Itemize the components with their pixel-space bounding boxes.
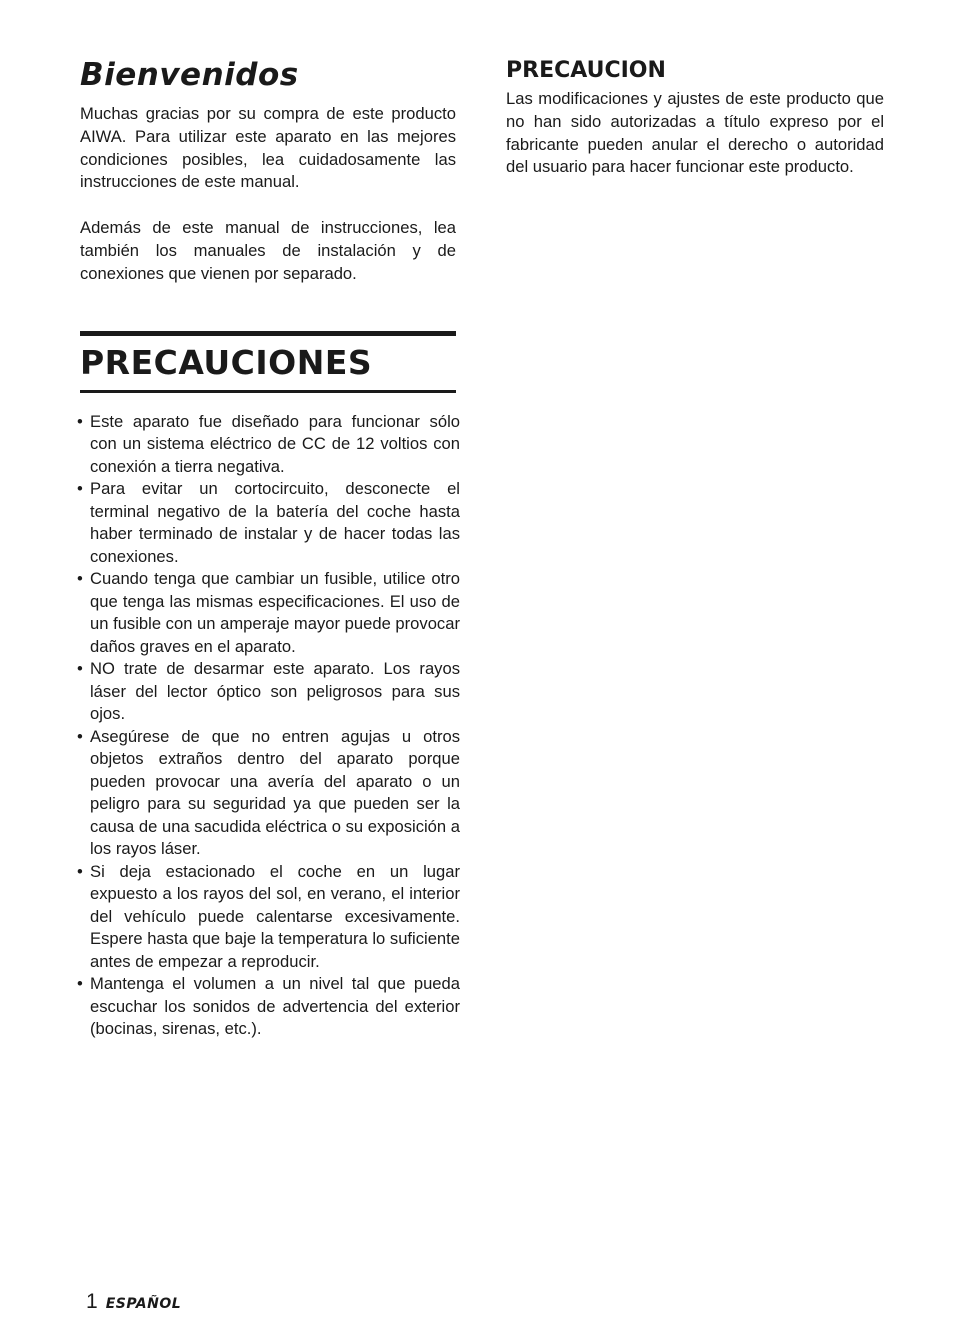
- list-item: [77, 658, 460, 726]
- welcome-paragraph-1: Muchas gracias por su compra de este producto AIWA. Para utilizar este aparato en las mejores condiciones posibles, lea cuidadosamente las instrucciones de este manual.: [80, 104, 456, 192]
- bullet-icon: •: [77, 569, 83, 589]
- page-number: 1: [86, 1290, 98, 1313]
- list-item: [77, 411, 460, 479]
- list-item: [77, 478, 460, 568]
- bullet-icon: •: [77, 974, 83, 994]
- page-footer: [86, 1290, 181, 1314]
- list-item-text: NO trate de desarmar este aparato. Los rayos láser del lector óptico son peligrosos para sus ojos.: [90, 659, 460, 724]
- bullet-icon: •: [77, 659, 83, 679]
- list-item-text: Cuando tenga que cambiar un fusible, utilice otro que tenga las mismas especificaciones. El uso de un fusible con un amperaje mayor puede provocar daños graves en el aparato.: [90, 569, 460, 656]
- precauciones-heading-box: [80, 331, 456, 393]
- bullet-icon: •: [77, 861, 83, 881]
- list-item-text: Mantenga el volumen a un nivel tal que pueda escuchar los sonidos de advertencia del exterior (bocinas, sirenas, etc.).: [90, 974, 460, 1039]
- list-item: [77, 726, 460, 861]
- list-item: [77, 861, 460, 974]
- list-item-text: Si deja estacionado el coche en un lugar expuesto a los rayos del sol, en verano, el interior del vehículo puede calentarse excesivamente. Espere hasta que baje la temperatura lo suficiente antes de empezar a reproducir.: [90, 861, 460, 971]
- list-item: [77, 568, 460, 658]
- precauciones-title: PRECAUCIONES: [80, 342, 373, 382]
- precaucion-text: Las modificaciones y ajustes de este producto que no han sido autorizadas a título expreso por el fabricante pueden anular el derecho o autoridad del usuario para hacer funcionar este producto.: [506, 89, 884, 177]
- list-item: [77, 973, 460, 1041]
- precauciones-list: [77, 411, 460, 1041]
- right-column: [506, 58, 884, 179]
- list-item-text: Asegúrese de que no entren agujas u otros objetos extraños dentro del aparato porque pueden provocar una avería del aparato o un peligro para su seguridad ya que pueden ser la causa de una sacudida eléctrica o su exposición a los rayos láser.: [90, 726, 460, 859]
- bullet-icon: •: [77, 411, 83, 431]
- list-item-text: Para evitar un cortocircuito, desconecte el terminal negativo de la batería del coche hasta haber terminado de instalar y de hacer todas las conexiones.: [90, 479, 460, 566]
- welcome-paragraph-2: Además de este manual de instrucciones, lea también los manuales de instalación y de conexiones que vienen por separado.: [80, 218, 456, 283]
- language-label: ESPAÑOL: [105, 1296, 182, 1312]
- precaucion-title: PRECAUCION: [506, 58, 666, 83]
- welcome-title: Bienvenidos: [80, 57, 299, 93]
- left-column: [77, 55, 460, 1041]
- bullet-icon: •: [77, 726, 83, 746]
- bullet-icon: •: [77, 479, 83, 499]
- list-item-text: Este aparato fue diseñado para funcionar sólo con un sistema eléctrico de CC de 12 voltios con conexión a tierra negativa.: [90, 411, 460, 476]
